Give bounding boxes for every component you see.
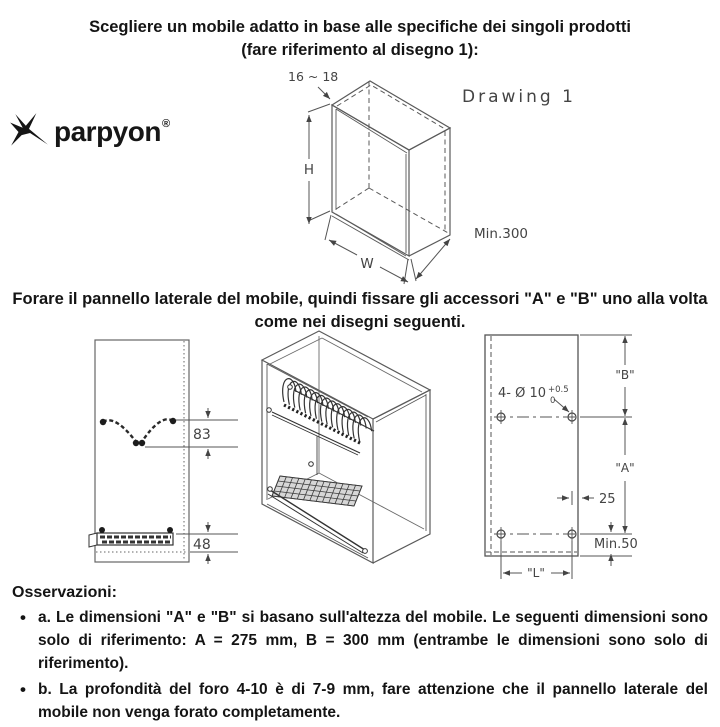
width-label: W xyxy=(360,256,374,272)
bird-logo-icon xyxy=(8,112,50,152)
registered-mark: ® xyxy=(161,118,170,130)
tolerance-upper-label: +0.5 xyxy=(548,385,569,395)
brand-logo xyxy=(8,112,170,152)
cabinet-outline xyxy=(332,81,450,260)
dim-a-label: "A" xyxy=(615,461,635,475)
tolerance-lower-label: 0 xyxy=(550,396,556,406)
panel-outline xyxy=(485,335,578,556)
dishrack-bottom-tier xyxy=(268,436,368,553)
drawing1-title: Drawing 1 xyxy=(462,87,576,107)
depth-label: Min.300 xyxy=(474,226,529,242)
instruction-line1: Forare il pannello laterale del mobile, quindi fissare gli accessori "A" e "B" uno alla volta xyxy=(12,290,708,308)
height-label: H xyxy=(303,162,315,178)
observations-list xyxy=(12,606,708,724)
drawing1-cabinet-isometric xyxy=(280,60,720,290)
cabinet-hidden-edges xyxy=(333,81,450,234)
observations-section xyxy=(12,584,708,727)
title-line1: Scegliere un mobile adatto in base alle specifiche dei singoli prodotti xyxy=(89,18,631,36)
thickness-label: 16 ~ 18 xyxy=(288,69,339,84)
dishrack-top-tier xyxy=(267,379,374,455)
side-panel xyxy=(95,340,189,562)
dimension-lines xyxy=(308,87,450,284)
instruction-line2: come nei disegni seguenti. xyxy=(254,313,466,331)
observations-heading: Osservazioni: xyxy=(12,584,117,601)
page-title xyxy=(0,16,720,62)
title-line2: (fare riferimento al disegno 1): xyxy=(241,41,479,59)
dim-b-label: "B" xyxy=(615,368,635,382)
brand-name: parpyon® xyxy=(54,116,170,147)
holes-label: 4- Ø 10 xyxy=(498,386,547,401)
observation-item-b: • b. La profondità del foro 4-10 è di 7-9 mm, fare attenzione che il pannello laterale del mobile non venga forato completamente. xyxy=(20,678,708,724)
dim-48-label: 48 xyxy=(193,537,211,553)
drilling-template-drawing xyxy=(470,325,720,587)
observation-item-a: • a. Le dimensioni "A" e "B" si basano sull'altezza del mobile. Le seguenti dimensioni sono solo di riferimento: A = 275 mm, B = 300 mm (entrambe le dimensioni sono solo di riferimento). xyxy=(20,606,708,675)
accessory-position-drawing xyxy=(60,330,240,580)
dim-min50-label: Min.50 xyxy=(594,537,638,552)
dim-l-label: "L" xyxy=(527,566,545,580)
dim-25-label: 25 xyxy=(599,492,616,507)
dim-83-label: 83 xyxy=(193,427,211,443)
cabinet-with-dishrack-drawing xyxy=(240,328,470,580)
